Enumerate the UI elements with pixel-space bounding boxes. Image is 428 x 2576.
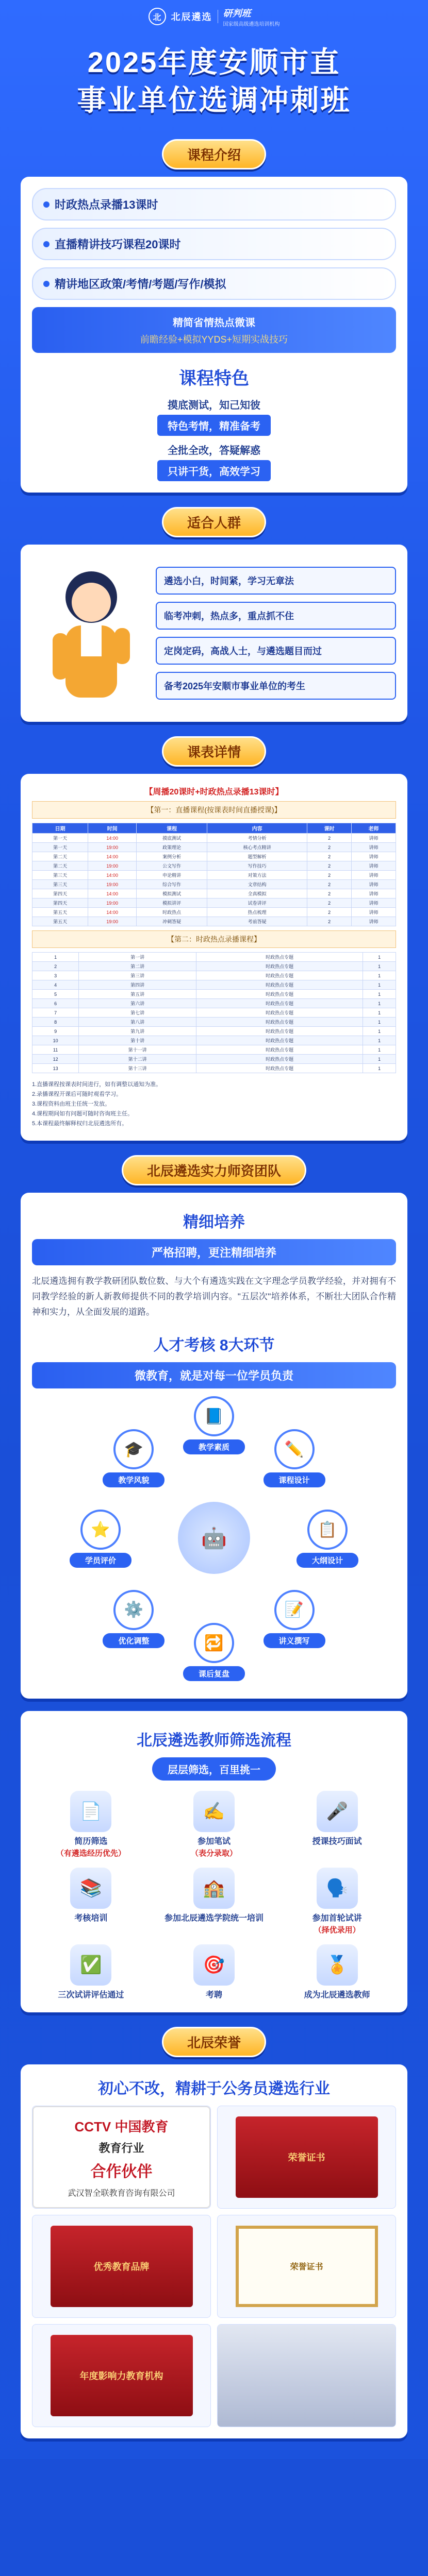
step-label: 简历筛选 (74, 1837, 108, 1846)
table-cell: 1 (363, 953, 396, 962)
table-cell: 14:00 (88, 834, 137, 843)
table-cell: 2 (307, 843, 352, 852)
table-cell: 1 (363, 1036, 396, 1045)
table-cell: 1 (363, 1064, 396, 1073)
table-cell: 第五天 (32, 908, 88, 917)
step-note: （有遴选经历优先） (56, 1849, 126, 1858)
table-cell: 试卷讲评 (207, 899, 307, 908)
table-row (32, 1045, 396, 1055)
table-cell: 时政热点专题 (196, 953, 363, 962)
node-icon: 🎓 (113, 1429, 154, 1469)
table-cell: 时政热点专题 (196, 980, 363, 990)
table-cell: 1 (363, 971, 396, 980)
table-cell: 14:00 (88, 889, 137, 899)
table-cell: 题型解析 (207, 852, 307, 861)
schedule-col-header: 日期 (32, 823, 88, 834)
table-cell: 19:00 (88, 861, 137, 871)
intro-list (32, 188, 396, 300)
table-cell: 讲师 (352, 908, 396, 917)
table-cell: 第七讲 (79, 1008, 196, 1018)
section-schedule-title: 课表详情 (0, 736, 428, 767)
award-plaque: 年度影响力教育机构 (32, 2324, 211, 2427)
node-icon: ✏️ (274, 1429, 315, 1469)
step-note: （表分录取） (190, 1849, 237, 1858)
node-icon: 📋 (307, 1510, 348, 1550)
table-cell: 1 (363, 999, 396, 1008)
table-cell: 9 (32, 1027, 79, 1036)
table-cell: 时政热点专题 (196, 1045, 363, 1055)
logo-icon: 北 (149, 8, 166, 25)
table-cell: 第五天 (32, 917, 88, 926)
team-para: 北辰遴选拥有教学教研团队数位数、与大个有遴选实践在文字理念学员教学经验，并对拥有不同教学经验的新人新教师提供不同的教学培训内容。"五层次"培养体系，不断壮大团队合作精神和实力，从全面发展的道路。 (32, 1276, 396, 1317)
ribbon-line2: 前瞻经验+模拟YYDS+短期实战技巧 (140, 334, 288, 345)
cctv-logo: CCTV 中国教育 (74, 2119, 169, 2134)
node-label: 课程设计 (264, 1472, 325, 1487)
table-cell: 模拟讲评 (137, 899, 207, 908)
section-people-title: 适合人群 (0, 507, 428, 537)
table-cell: 第二天 (32, 861, 88, 871)
step-icon: ✍️ (193, 1791, 235, 1832)
flow-card (21, 1711, 407, 2012)
intro-item: 直播精讲技巧课程20课时 (32, 228, 396, 260)
intro-item: 精讲地区政策/考情/考题/写作/模拟 (32, 267, 396, 300)
honor-grid (32, 2106, 396, 2427)
people-item: 定岗定码，高战人士，与遴选题目而过 (156, 637, 396, 665)
table-row (32, 871, 396, 880)
table-cell: 2 (307, 852, 352, 861)
feature-grid (32, 397, 396, 481)
schedule-table (32, 823, 396, 926)
table-cell: 第四讲 (79, 980, 196, 990)
people-card (21, 545, 407, 722)
schedule-sub2: 【第二：时政热点录播课程】 (32, 930, 396, 948)
hero-line2: 事业单位选调冲刺班 (77, 84, 351, 116)
table-row (32, 889, 396, 899)
flow-step (278, 1791, 396, 1858)
table-cell: 19:00 (88, 899, 137, 908)
table-cell: 综合写作 (137, 880, 207, 889)
flow-step (155, 1791, 273, 1858)
logo-bar (0, 0, 428, 33)
table-cell: 3 (32, 971, 79, 980)
table-cell: 第一天 (32, 834, 88, 843)
table-cell: 1 (363, 1045, 396, 1055)
table-cell: 冲刺答疑 (137, 917, 207, 926)
table-cell: 案例分析 (137, 852, 207, 861)
node-icon: 📘 (194, 1396, 234, 1436)
step-icon: 📚 (70, 1868, 111, 1909)
node-label: 教学素质 (183, 1439, 245, 1454)
flow-step (155, 1944, 273, 2001)
node-icon: ⭐ (80, 1510, 121, 1550)
table-cell: 19:00 (88, 880, 137, 889)
table-cell: 5 (32, 990, 79, 999)
note-line: 4.课程期间如有问题可随时咨询班主任。 (32, 1111, 134, 1117)
table-cell: 对策方法 (207, 871, 307, 880)
table-row (32, 1008, 396, 1018)
table-cell: 2 (307, 908, 352, 917)
teacher-photo (217, 2324, 396, 2427)
honor-band: 初心不改，精耕于公务员遴选行业 (98, 2080, 330, 2097)
table-cell: 时政热点专题 (196, 1036, 363, 1045)
table-cell: 2 (307, 917, 352, 926)
schedule-notes (32, 1080, 396, 1128)
table-cell: 2 (307, 899, 352, 908)
team-sub: 严格招聘，更注精细培养 (32, 1239, 396, 1265)
table-cell: 第十二讲 (79, 1055, 196, 1064)
table-row (32, 971, 396, 980)
flow-step (155, 1868, 273, 1935)
schedule-sub: 【第一：直播课程(按课表时间直播授课)】 (32, 801, 396, 819)
cctv-plaque (32, 2106, 211, 2209)
section-honor-title: 北辰荣誉 (0, 2027, 428, 2057)
section-intro-title: 课程介绍 (0, 139, 428, 170)
table-row (32, 861, 396, 871)
flow-step (32, 1791, 150, 1858)
step-label: 授课技巧面试 (312, 1837, 362, 1846)
table-cell: 第一天 (32, 843, 88, 852)
people-item: 临考冲刺，热点多，重点抓不住 (156, 602, 396, 630)
feature-title: 课程特色 (179, 369, 249, 388)
table-cell: 第十三讲 (79, 1064, 196, 1073)
hero (0, 33, 428, 125)
table-cell: 1 (32, 953, 79, 962)
schedule-head: 【周播20课时+时政热点录播13课时】 (144, 788, 284, 796)
table-cell: 时政热点专题 (196, 990, 363, 999)
logo-sub: 国家级高级遴选培训机构 (223, 21, 280, 27)
table-cell: 讲师 (352, 880, 396, 889)
table-row (32, 1036, 396, 1045)
flow-grid (32, 1791, 396, 2001)
table-cell: 核心考点精讲 (207, 843, 307, 852)
table-cell: 1 (363, 962, 396, 971)
step-icon: 🏫 (193, 1868, 235, 1909)
table-cell: 摸底测试 (137, 834, 207, 843)
note-line: 5.本课程最终解释权归北辰遴选所有。 (32, 1121, 128, 1127)
table-row (32, 834, 396, 843)
table-cell: 13 (32, 1064, 79, 1073)
hero-line1: 2025年度安顺市直 (87, 46, 341, 78)
people-item: 备考2025年安顺市事业单位的考生 (156, 672, 396, 700)
talent-node (297, 1510, 358, 1568)
table-row (32, 1027, 396, 1036)
node-label: 课后复盘 (183, 1666, 245, 1681)
flow-step (32, 1944, 150, 2001)
table-cell: 14:00 (88, 871, 137, 880)
feature-a: 摸底测试，知己知彼 (168, 400, 260, 411)
feature-a: 全批全改，答疑解惑 (168, 445, 260, 456)
table-cell: 2 (307, 889, 352, 899)
table-cell: 讲师 (352, 871, 396, 880)
schedule-col-header: 时间 (88, 823, 137, 834)
table-cell: 8 (32, 1018, 79, 1027)
table-row (32, 852, 396, 861)
table-row (32, 990, 396, 999)
step-label: 考聘 (205, 1991, 222, 1999)
ribbon-line1: 精简省情热点微课 (173, 317, 255, 329)
table-cell: 6 (32, 999, 79, 1008)
wheel-title: 人才考核 8大环节 (153, 1337, 275, 1354)
people-list (156, 567, 396, 700)
note-line: 2.录播课程开课后可随时观看学习。 (32, 1091, 122, 1097)
schedule-col-header: 课程 (137, 823, 207, 834)
table-cell: 4 (32, 980, 79, 990)
talent-wheel (49, 1394, 379, 1682)
table-cell: 时政热点专题 (196, 962, 363, 971)
table-cell: 模拟测试 (137, 889, 207, 899)
feature-item (157, 397, 271, 436)
step-label: 参加北辰遴选学院统一培训 (164, 1914, 264, 1923)
step-label: 参加笔试 (197, 1837, 231, 1846)
cctv-line2: 教育行业 (98, 2141, 144, 2155)
table-cell: 讲师 (352, 843, 396, 852)
award-plaque: 优秀教育品牌 (32, 2215, 211, 2318)
table-cell: 第二讲 (79, 962, 196, 971)
flow-title: 北辰遴选教师筛选流程 (137, 1732, 291, 1749)
bullet-icon (43, 241, 50, 247)
table-cell: 讲师 (352, 861, 396, 871)
table-cell: 第九讲 (79, 1027, 196, 1036)
intro-ribbon (32, 307, 396, 353)
table-cell: 第一讲 (79, 953, 196, 962)
step-label: 考核培训 (74, 1914, 108, 1923)
table-cell: 时政热点专题 (196, 1055, 363, 1064)
table-cell: 2 (307, 834, 352, 843)
table-cell: 申论精讲 (137, 871, 207, 880)
recorded-table (32, 952, 396, 1073)
table-row (32, 1018, 396, 1027)
step-note: （择优录用） (314, 1926, 360, 1935)
table-row (32, 980, 396, 990)
table-cell: 第十一讲 (79, 1045, 196, 1055)
table-cell: 讲师 (352, 917, 396, 926)
logo-brand2: 研判班 (223, 8, 251, 19)
feature-item (157, 442, 271, 481)
step-icon: 🏅 (317, 1944, 358, 1986)
table-cell: 政策理论 (137, 843, 207, 852)
table-row (32, 843, 396, 852)
table-cell: 2 (307, 871, 352, 880)
table-cell: 1 (363, 1018, 396, 1027)
table-row (32, 899, 396, 908)
bullet-icon (43, 201, 50, 208)
note-line: 3.课程资料由班主任统一发放。 (32, 1101, 111, 1107)
table-cell: 时政热点专题 (196, 1018, 363, 1027)
logo-name: 北辰遴选 (171, 12, 212, 22)
table-cell: 考情分析 (207, 834, 307, 843)
flow-step (278, 1868, 396, 1935)
table-row (32, 953, 396, 962)
feature-b: 只讲干货，高效学习 (157, 460, 271, 481)
schedule-col-header: 课时 (307, 823, 352, 834)
table-cell: 第二天 (32, 852, 88, 861)
table-cell: 12 (32, 1055, 79, 1064)
table-cell: 1 (363, 1055, 396, 1064)
people-item: 遴选小白，时间紧，学习无章法 (156, 567, 396, 595)
node-label: 教学风貌 (103, 1472, 164, 1487)
schedule-card (21, 774, 407, 1141)
table-cell: 热点梳理 (207, 908, 307, 917)
node-label: 学员评价 (70, 1553, 131, 1568)
talent-node (103, 1590, 164, 1648)
table-cell: 1 (363, 1027, 396, 1036)
table-cell: 19:00 (88, 843, 137, 852)
step-icon: 🎤 (317, 1791, 358, 1832)
section-team-title: 北辰遴选实力师资团队 (0, 1155, 428, 1185)
node-icon: ⚙️ (113, 1590, 154, 1630)
schedule-col-header: 老师 (352, 823, 396, 834)
table-cell: 讲师 (352, 834, 396, 843)
table-cell: 第六讲 (79, 999, 196, 1008)
table-row (32, 1064, 396, 1073)
step-icon: 🎯 (193, 1944, 235, 1986)
table-cell: 时政热点专题 (196, 971, 363, 980)
table-cell: 第三讲 (79, 971, 196, 980)
table-cell: 写作技巧 (207, 861, 307, 871)
cctv-line4: 武汉智全联教育咨询有限公司 (68, 2189, 175, 2198)
table-cell: 时政热点专题 (196, 1027, 363, 1036)
table-cell: 第四天 (32, 899, 88, 908)
step-label: 三次试讲评估通过 (58, 1991, 124, 1999)
step-icon: 🗣️ (317, 1868, 358, 1909)
step-icon: ✅ (70, 1944, 111, 1986)
node-icon: 📝 (274, 1590, 315, 1630)
intro-item: 时政热点录播13课时 (32, 188, 396, 221)
teacher-illustration (32, 556, 151, 710)
table-row (32, 917, 396, 926)
team-card (21, 1193, 407, 1699)
table-cell: 第三天 (32, 871, 88, 880)
step-icon: 📄 (70, 1791, 111, 1832)
table-cell: 时政热点专题 (196, 999, 363, 1008)
talent-node (264, 1429, 325, 1487)
table-cell: 第五讲 (79, 990, 196, 999)
table-cell: 时政热点专题 (196, 1008, 363, 1018)
table-cell: 14:00 (88, 852, 137, 861)
node-label: 讲义撰写 (264, 1633, 325, 1648)
step-label: 成为北辰遴选教师 (304, 1991, 370, 1999)
node-label: 优化调整 (103, 1633, 164, 1648)
table-cell: 时政热点专题 (196, 1064, 363, 1073)
table-cell: 第三天 (32, 880, 88, 889)
table-cell: 讲师 (352, 852, 396, 861)
certificate: 荣誉证书 (217, 2215, 396, 2318)
talent-node (264, 1590, 325, 1648)
table-cell: 14:00 (88, 908, 137, 917)
table-cell: 第十讲 (79, 1036, 196, 1045)
table-cell: 11 (32, 1045, 79, 1055)
node-label: 大纲设计 (297, 1553, 358, 1568)
table-cell: 全真模拟 (207, 889, 307, 899)
team-band: 精细培养 (183, 1214, 245, 1231)
table-cell: 第四天 (32, 889, 88, 899)
talent-node (183, 1623, 245, 1681)
table-cell: 讲师 (352, 899, 396, 908)
talent-node (70, 1510, 131, 1568)
table-cell: 文章结构 (207, 880, 307, 889)
table-cell: 讲师 (352, 889, 396, 899)
table-cell: 第八讲 (79, 1018, 196, 1027)
talent-node (103, 1429, 164, 1487)
table-cell: 2 (32, 962, 79, 971)
bullet-icon (43, 281, 50, 287)
honor-card (21, 2064, 407, 2438)
table-cell: 10 (32, 1036, 79, 1045)
schedule-col-header: 内容 (207, 823, 307, 834)
flow-step (278, 1944, 396, 2001)
table-cell: 2 (307, 880, 352, 889)
robot-icon: 🤖 (178, 1502, 250, 1574)
award-plaque: 荣誉证书 (217, 2106, 396, 2209)
node-icon: 🔁 (194, 1623, 234, 1663)
table-cell: 2 (307, 861, 352, 871)
cctv-line3: 合作伙伴 (90, 2163, 153, 2180)
flow-step (32, 1868, 150, 1935)
table-cell: 7 (32, 1008, 79, 1018)
table-cell: 时政热点 (137, 908, 207, 917)
talent-node (183, 1396, 245, 1454)
wheel-band: 微教育，就是对每一位学员负责 (32, 1362, 396, 1388)
table-cell: 19:00 (88, 917, 137, 926)
table-cell: 1 (363, 980, 396, 990)
table-row (32, 1055, 396, 1064)
table-row (32, 880, 396, 889)
table-row (32, 908, 396, 917)
table-cell: 1 (363, 1008, 396, 1018)
table-cell: 公文写作 (137, 861, 207, 871)
table-cell: 考前答疑 (207, 917, 307, 926)
intro-card (21, 177, 407, 493)
feature-b: 特色考情，精准备考 (157, 415, 271, 436)
step-label: 参加首轮试讲 (312, 1914, 362, 1923)
note-line: 1.直播课程按课表时间进行，如有调整以通知为准。 (32, 1081, 162, 1088)
table-row (32, 962, 396, 971)
table-row (32, 999, 396, 1008)
table-cell: 1 (363, 990, 396, 999)
flow-head: 层层筛选，百里挑一 (152, 1757, 276, 1781)
